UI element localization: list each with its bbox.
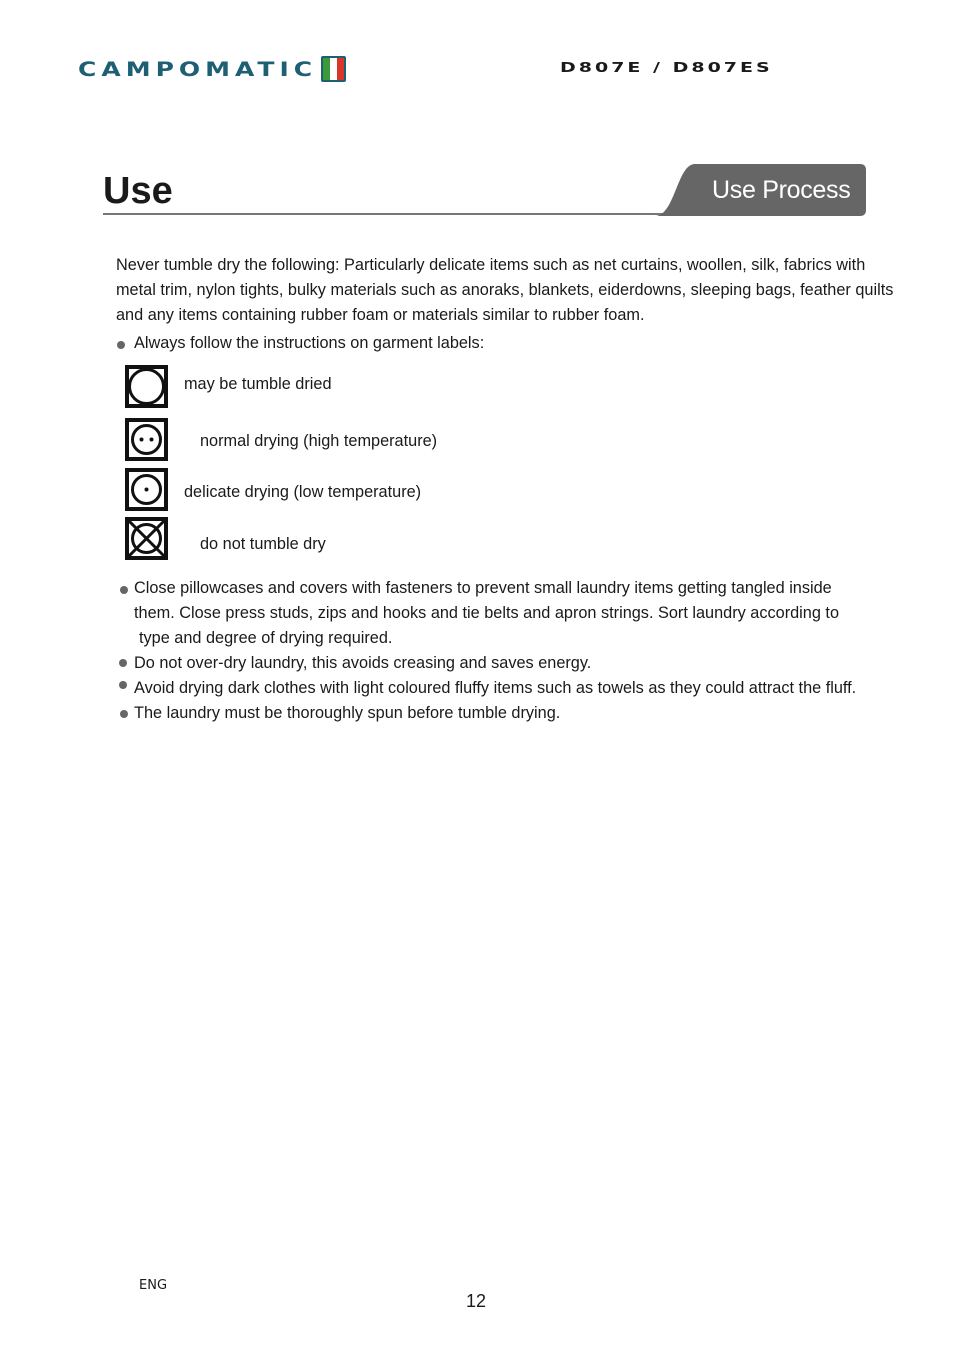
labels-instruction: Always follow the instructions on garment labels: <box>134 334 485 352</box>
list-item-line: Do not over-dry laundry, this avoids creasing and saves energy. <box>134 654 592 672</box>
list-item-line: Close pillowcases and covers with fasteners to prevent small laundry items getting tangled inside <box>134 579 832 597</box>
bullet-dot <box>119 681 127 689</box>
brand-name: CAMPOMATIC <box>78 57 318 81</box>
brand-logo <box>78 56 346 82</box>
symbol-label: delicate drying (low temperature) <box>184 483 422 501</box>
list-item-line: them. Close press studs, zips and hooks and tie belts and apron strings. Sort laundry according to <box>134 604 839 622</box>
bullet-dot <box>120 710 128 718</box>
tumble-dry-low-icon <box>125 468 168 511</box>
page-number: 12 <box>466 1291 487 1311</box>
bullet-dot <box>119 659 127 667</box>
model-number: D807E / D807ES <box>560 60 773 76</box>
section-tab-label: Use Process <box>712 176 851 204</box>
language-label: ENG <box>139 1278 168 1293</box>
symbol-label: normal drying (high temperature) <box>200 432 438 450</box>
list-item-line: type and degree of drying required. <box>139 629 393 647</box>
do-not-tumble-dry-icon <box>125 517 168 560</box>
italian-flag-icon <box>321 56 346 82</box>
intro-paragraph: Never tumble dry the following: Particularly delicate items such as net curtains, woollen, silk, fabrics with metal trim, nylon tights, bulky materials such as anoraks, blankets, eiderdowns, sleeping bags, feather quilts and any items containing rubber foam or materials similar to rubber foam. <box>116 256 894 324</box>
symbol-label: may be tumble dried <box>184 375 332 393</box>
page-title: Use <box>103 170 173 212</box>
list-item-line: The laundry must be thoroughly spun before tumble drying. <box>134 704 561 722</box>
bullet-dot <box>120 586 128 594</box>
symbol-label: do not tumble dry <box>200 535 326 553</box>
bullet-dot <box>117 341 125 349</box>
tumble-dry-high-icon <box>125 418 168 461</box>
list-item-line: Avoid drying dark clothes with light coloured fluffy items such as towels as they could attract the fluff. <box>134 679 857 697</box>
tumble-dry-icon <box>125 365 168 408</box>
